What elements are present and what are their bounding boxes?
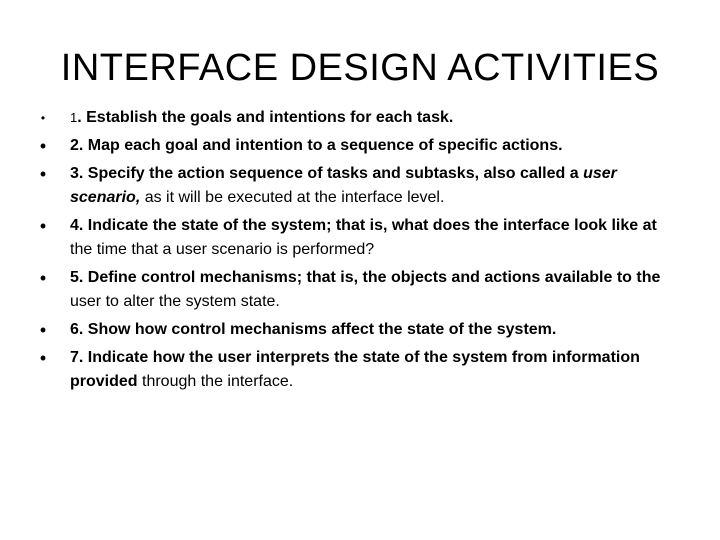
item-text: 4. Indicate the state of the system; that is, what does the interface look like at: [70, 217, 657, 234]
bullet-icon: •: [40, 111, 46, 125]
bullet-icon: •: [39, 268, 47, 288]
bullet-icon: •: [39, 136, 47, 156]
bullet-list: [36, 106, 676, 398]
item-text-regular: the time that a user scenario is performed?: [70, 241, 375, 258]
item-text: 2. Map each goal and intention to a sequence of specific actions.: [70, 137, 563, 154]
list-item: [36, 214, 676, 262]
list-item: [36, 162, 676, 210]
bullet-icon: •: [39, 164, 47, 184]
item-text: . Establish the goals and intentions for each task.: [77, 109, 454, 126]
slide-title: INTERFACE DESIGN ACTIVITIES: [60, 47, 660, 89]
bullet-icon: •: [39, 320, 47, 340]
bullet-icon: •: [39, 348, 47, 368]
bullet-icon: •: [39, 216, 47, 236]
item-text-regular: user to alter the system state.: [70, 293, 280, 310]
item-text: 7. Indicate how the user interprets the state of the system from information provided: [70, 349, 640, 390]
list-item: [36, 266, 676, 314]
item-text-regular: as it will be executed at the interface level.: [140, 189, 445, 206]
item-text: 6. Show how control mechanisms affect the state of the system.: [70, 321, 557, 338]
list-item: [36, 106, 676, 130]
item-text-regular: through the interface.: [137, 373, 294, 390]
list-item: [36, 318, 676, 342]
item-text: 3. Specify the action sequence of tasks and subtasks, also called a: [70, 165, 584, 182]
item-number: 1: [70, 110, 78, 125]
item-text: 5. Define control mechanisms; that is, the objects and actions available to the: [70, 269, 661, 286]
list-item: [36, 346, 676, 394]
item-emphasis: user scenario,: [70, 165, 617, 206]
list-item: [36, 134, 676, 158]
